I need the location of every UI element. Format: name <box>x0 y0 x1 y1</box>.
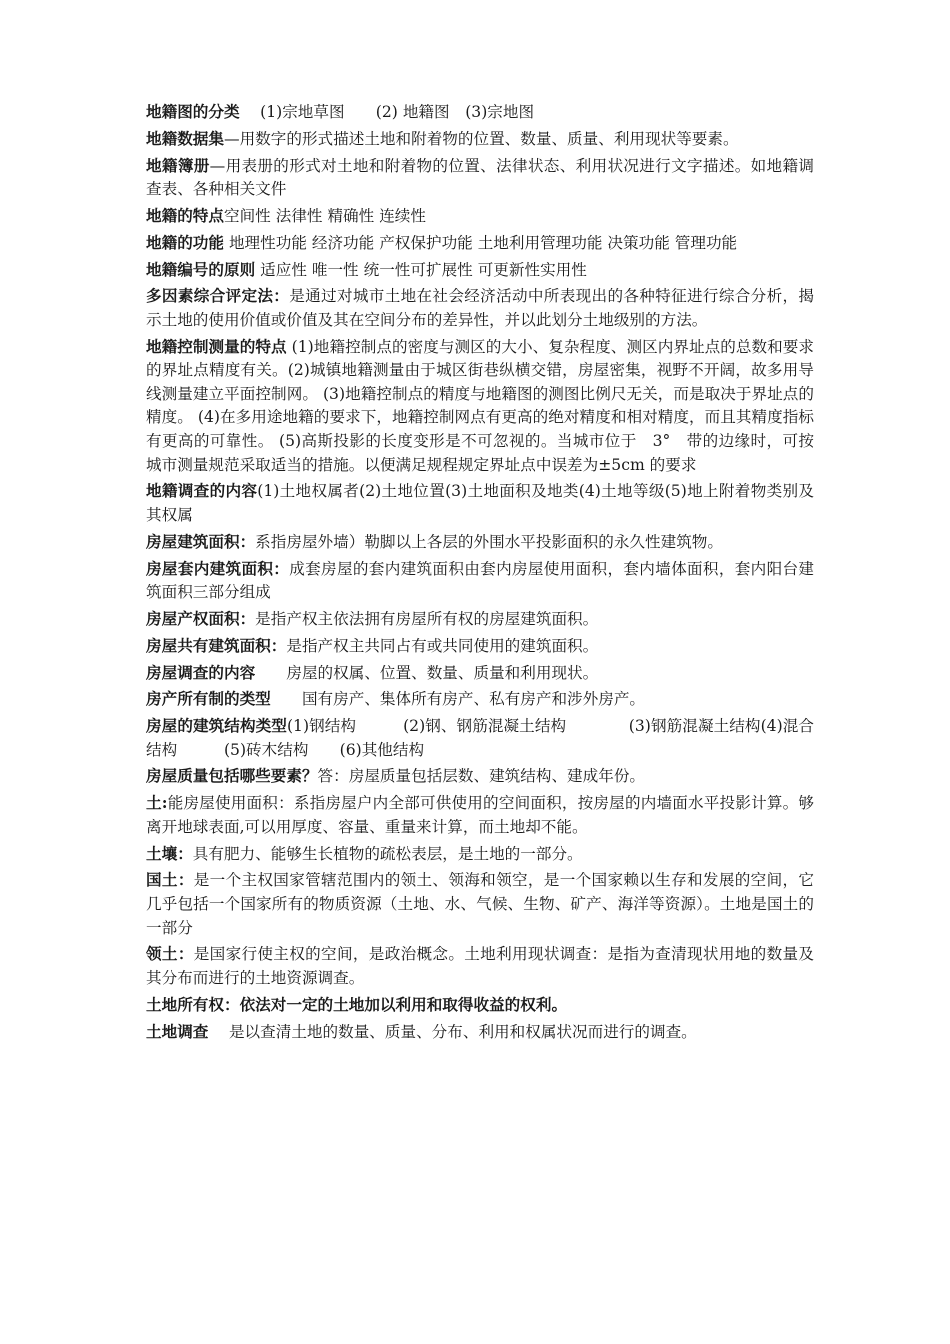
entry-text: 是指产权主依法拥有房屋所有权的房屋建筑面积。 <box>255 609 599 628</box>
entry-term: 土: <box>146 793 168 813</box>
entry-house-survey-content <box>146 661 814 686</box>
entry-term: 房产所有制的类型 <box>146 689 271 709</box>
entry-property-area <box>146 607 814 632</box>
entry-text: 系指房屋外墙）勒脚以上各层的外围水平投影面积的永久性建筑物。 <box>255 532 723 551</box>
entry-term: 土地所有权：依法对一定的土地加以利用和取得收益的权利。 <box>146 994 568 1014</box>
entry-text: (1)钢结构 (2)钢、钢筋混凝土结构 (3)钢筋混凝土结构(4)混合结构 (5)砖木结构 (6)其他结构 <box>146 717 814 759</box>
document-page <box>146 100 814 1046</box>
entry-text: 地理性功能 经济功能 产权保护功能 土地利用管理功能 决策功能 管理功能 <box>223 233 738 252</box>
entry-term: 地籍簿册 <box>146 155 210 175</box>
entry-text: 具有肥力、能够生长植物的疏松表层，是土地的一部分。 <box>192 844 583 863</box>
entry-structure-types <box>146 714 814 762</box>
entry-soil <box>146 842 814 867</box>
entry-text: —用表册的形式对土地和附着物的位置、法律状态、利用状况进行文字描述。如地籍调查表、各种相关文件 <box>146 156 814 199</box>
entry-cadastral-features <box>146 204 814 229</box>
entry-survey-content <box>146 479 814 527</box>
entry-control-survey-features <box>146 335 814 478</box>
entry-text: 答：房屋质量包括层数、建筑结构、建成年份。 <box>317 767 646 786</box>
entry-term: 房屋套内建筑面积： <box>146 558 290 578</box>
entry-term: 房屋质量包括哪些要素？ <box>146 766 318 786</box>
entry-territory <box>146 942 814 990</box>
entry-term: 地籍调查的内容 <box>146 481 258 501</box>
entry-term: 房屋建筑面积： <box>146 531 256 551</box>
entry-land-ownership <box>146 993 814 1018</box>
entry-term: 地籍图的分类 <box>146 102 240 121</box>
entry-term: 土地调查 <box>146 1021 209 1041</box>
entry-term: 房屋调查的内容 <box>146 662 256 682</box>
entry-text: 适应性 唯一性 统一性可扩展性 可更新性实用性 <box>255 260 587 279</box>
entry-numbering-principles <box>146 258 814 283</box>
entry-text: (1)地籍控制点的密度与测区的大小、复杂程度、测区内界址点的总数和要求的界址点精度有关。(2)城镇地籍测量由于城区街巷纵横交错，房屋密集，视野不开阔，故多用导线测量建立平面控制网。 (3)地籍控制点的精度与地籍图的测图比例尺无关，而是取决于界址点的精度。 (4)在多用途地籍的要求下，地籍控制网点有更高的绝对精度和相对精度，而且其精度指标有更高的可靠性。 (5)高斯投影的长度变形是不可忽视的。当城市位于 3° 带的边缘时，可按城市测量规范采取适当的措施。以便满足规程规定界址点中误差为±5cm 的要求 <box>146 337 814 474</box>
entry-term: 土壤： <box>146 843 193 863</box>
entry-text: 是以查清土地的数量、质量、分布、利用和权属状况而进行的调查。 <box>208 1022 697 1041</box>
entry-term: 房屋产权面积： <box>146 608 256 628</box>
entry-text: (1)宗地草图 (2) 地籍图 (3)宗地图 <box>239 103 535 121</box>
entry-term: 地籍数据集 <box>146 128 224 148</box>
entry-text: 空间性 法律性 精确性 连续性 <box>223 206 426 225</box>
entry-national-territory <box>146 868 814 940</box>
entry-unit-building-area <box>146 557 814 605</box>
entry-ownership-types <box>146 687 814 712</box>
entry-soil-land <box>146 791 814 839</box>
entry-text: 能房屋使用面积：系指房屋户内全部可供使用的空间面积，按房屋的内墙面水平投影计算。够离开地球表面,可以用厚度、容量、重量来计算，而土地却不能。 <box>146 794 814 836</box>
entry-term: 领土： <box>146 944 194 964</box>
entry-term: 地籍的功能 <box>146 232 224 252</box>
entry-text: 房屋的权属、位置、数量、质量和利用现状。 <box>255 663 599 682</box>
entry-term: 房屋共有建筑面积： <box>146 635 287 655</box>
entry-term: 房屋的建筑结构类型 <box>146 716 287 736</box>
entry-shared-area <box>146 634 814 659</box>
entry-text: 成套房屋的套内建筑面积由套内房屋使用面积，套内墙体面积，套内阳台建筑面积三部分组成 <box>146 559 814 602</box>
entry-cadastral-dataset <box>146 127 814 152</box>
entry-text: 国有房产、集体所有房产、私有房产和涉外房产。 <box>270 690 646 709</box>
entry-term: 国土： <box>146 870 194 890</box>
entry-cadastral-register <box>146 154 814 202</box>
entry-land-survey <box>146 1020 814 1045</box>
entry-term: 多因素综合评定法： <box>146 286 290 306</box>
entry-text: 是一个主权国家管辖范围内的领土、领海和领空，是一个国家赖以生存和发展的空间，它几乎包括一个国家所有的物质资源（土地、水、气候、生物、矿产、海洋等资源）。土地是国土的一部分 <box>146 871 814 937</box>
entry-text: —用数字的形式描述土地和附着物的位置、数量、质量、利用现状等要素。 <box>223 129 739 148</box>
entry-term: 地籍控制测量的特点 <box>146 336 287 356</box>
entry-text: (1)土地权属者(2)土地位置(3)土地面积及地类(4)土地等级(5)地上附着物类别及其权属 <box>146 482 814 524</box>
entry-cadastral-functions <box>146 231 814 256</box>
entry-cadastral-map-types <box>146 100 814 125</box>
entry-term: 地籍编号的原则 <box>146 259 256 279</box>
entry-text: 是国家行使主权的空间，是政治概念。土地利用现状调查：是指为查清现状用地的数量及其分布而进行的土地资源调查。 <box>146 945 814 987</box>
entry-text: 是指产权主共同占有或共同使用的建筑面积。 <box>286 636 599 655</box>
entry-quality-elements <box>146 764 814 789</box>
entry-building-area <box>146 530 814 555</box>
entry-text: 是通过对城市土地在社会经济活动中所表现出的各种特征进行综合分析，揭示土地的使用价值或价值及其在空间分布的差异性，并以此划分土地级别的方法。 <box>146 287 814 329</box>
entry-multifactor-evaluation <box>146 284 814 332</box>
entry-term: 地籍的特点 <box>146 205 224 225</box>
